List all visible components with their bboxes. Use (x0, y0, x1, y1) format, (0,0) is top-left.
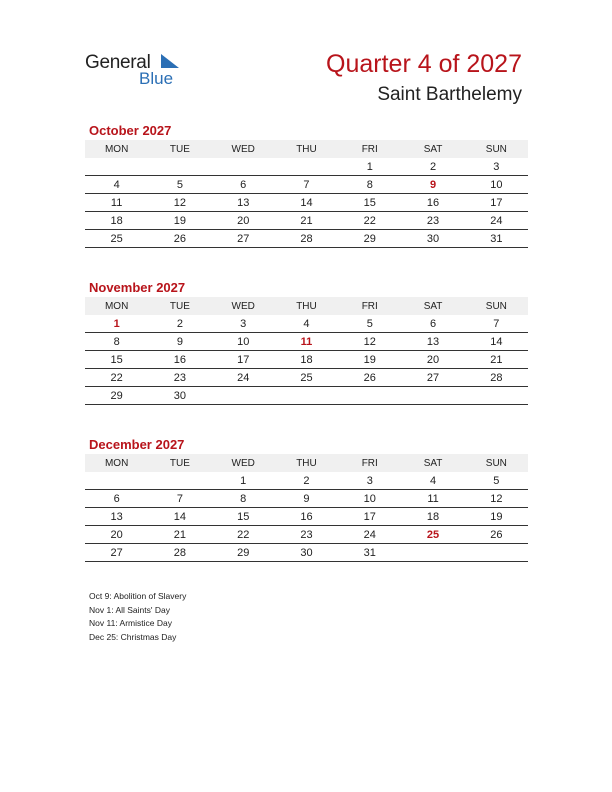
empty-day-cell (401, 544, 464, 562)
day-cell: 14 (275, 194, 338, 212)
week-row (85, 315, 528, 333)
day-cell: 2 (148, 315, 211, 333)
day-cell: 6 (212, 176, 275, 194)
day-cell: 21 (148, 526, 211, 544)
day-cell: 23 (148, 369, 211, 387)
weekday-header: FRI (338, 140, 401, 158)
day-cell: 29 (212, 544, 275, 562)
day-cell: 9 (148, 333, 211, 351)
weekday-header: THU (275, 297, 338, 315)
day-cell: 15 (85, 351, 148, 369)
page-title: Quarter 4 of 2027 (326, 50, 522, 78)
day-cell: 27 (85, 544, 148, 562)
holiday-note: Oct 9: Abolition of Slavery (89, 591, 187, 601)
day-cell: 16 (148, 351, 211, 369)
day-cell: 11 (401, 490, 464, 508)
day-cell: 13 (212, 194, 275, 212)
day-cell: 4 (275, 315, 338, 333)
empty-day-cell (148, 472, 211, 490)
weekday-header: THU (275, 454, 338, 472)
day-cell: 17 (465, 194, 528, 212)
day-cell: 23 (275, 526, 338, 544)
day-cell: 9 (275, 490, 338, 508)
day-cell: 18 (85, 212, 148, 230)
logo-text-general: General (85, 52, 151, 73)
day-cell: 17 (212, 351, 275, 369)
day-cell: 2 (401, 158, 464, 176)
empty-day-cell (212, 158, 275, 176)
day-cell: 16 (275, 508, 338, 526)
weekday-header: TUE (148, 297, 211, 315)
weekday-header: WED (212, 140, 275, 158)
day-cell: 26 (465, 526, 528, 544)
day-cell: 18 (401, 508, 464, 526)
day-cell: 3 (338, 472, 401, 490)
month-title: October 2027 (89, 123, 172, 138)
empty-day-cell (401, 387, 464, 405)
weekday-header: SUN (465, 140, 528, 158)
day-cell: 26 (148, 230, 211, 248)
weekday-header-row (85, 140, 528, 158)
page-subtitle: Saint Barthelemy (377, 84, 522, 105)
empty-day-cell (148, 158, 211, 176)
day-cell: 30 (275, 544, 338, 562)
day-cell: 22 (338, 212, 401, 230)
day-cell: 8 (212, 490, 275, 508)
day-cell: 6 (401, 315, 464, 333)
empty-day-cell (275, 387, 338, 405)
week-row (85, 490, 528, 508)
holiday-note: Dec 25: Christmas Day (89, 631, 177, 642)
day-cell: 30 (148, 387, 211, 405)
week-row (85, 387, 528, 405)
month-table (85, 140, 528, 248)
weekday-header: MON (85, 297, 148, 315)
weekday-header: SAT (401, 140, 464, 158)
day-cell: 2 (275, 472, 338, 490)
day-cell: 20 (85, 526, 148, 544)
month-title: December 2027 (89, 437, 185, 452)
day-cell: 4 (85, 176, 148, 194)
weekday-header: SUN (465, 454, 528, 472)
day-cell: 12 (338, 333, 401, 351)
day-cell: 15 (338, 194, 401, 212)
week-row (85, 472, 528, 490)
month-october (85, 122, 528, 248)
month-table (85, 454, 528, 562)
day-cell: 26 (338, 369, 401, 387)
day-cell: 17 (338, 508, 401, 526)
day-cell: 12 (148, 194, 211, 212)
day-cell: 29 (85, 387, 148, 405)
month-november (85, 279, 528, 405)
day-cell: 28 (275, 230, 338, 248)
day-cell: 7 (275, 176, 338, 194)
day-cell: 21 (465, 351, 528, 369)
day-cell: 18 (275, 351, 338, 369)
weekday-header: WED (212, 454, 275, 472)
weekday-header: TUE (148, 140, 211, 158)
logo-triangle-icon (161, 54, 179, 68)
day-cell: 30 (401, 230, 464, 248)
week-row (85, 508, 528, 526)
week-row (85, 212, 528, 230)
weekday-header: SUN (465, 297, 528, 315)
day-cell: 13 (401, 333, 464, 351)
day-cell: 3 (212, 315, 275, 333)
day-cell: 1 (338, 158, 401, 176)
day-cell: 27 (401, 369, 464, 387)
day-cell: 22 (85, 369, 148, 387)
day-cell: 10 (465, 176, 528, 194)
weekday-header: SAT (401, 297, 464, 315)
brand-logo (85, 50, 195, 90)
month-title: November 2027 (89, 280, 186, 295)
day-cell: 19 (465, 508, 528, 526)
logo-text-blue: Blue (139, 69, 174, 88)
weekday-header: WED (212, 297, 275, 315)
day-cell: 24 (338, 526, 401, 544)
month-table (85, 297, 528, 405)
day-cell: 8 (85, 333, 148, 351)
day-cell: 12 (465, 490, 528, 508)
empty-day-cell (275, 158, 338, 176)
weekday-header: SAT (401, 454, 464, 472)
empty-day-cell (212, 387, 275, 405)
day-cell: 6 (85, 490, 148, 508)
day-cell: 10 (212, 333, 275, 351)
day-cell: 19 (148, 212, 211, 230)
week-row (85, 230, 528, 248)
day-cell: 20 (212, 212, 275, 230)
day-cell: 24 (465, 212, 528, 230)
weekday-header: MON (85, 140, 148, 158)
day-cell: 4 (401, 472, 464, 490)
day-cell: 16 (401, 194, 464, 212)
day-cell: 28 (465, 369, 528, 387)
weekday-header-row (85, 454, 528, 472)
day-cell: 9 (401, 176, 464, 194)
week-row (85, 526, 528, 544)
day-cell: 23 (401, 212, 464, 230)
day-cell: 31 (338, 544, 401, 562)
day-cell: 1 (212, 472, 275, 490)
day-cell: 8 (338, 176, 401, 194)
day-cell: 25 (85, 230, 148, 248)
day-cell: 22 (212, 526, 275, 544)
week-row (85, 194, 528, 212)
holiday-note: Nov 1: All Saints' Day (89, 604, 170, 615)
day-cell: 21 (275, 212, 338, 230)
weekday-header-row (85, 297, 528, 315)
week-row (85, 158, 528, 176)
day-cell: 1 (85, 315, 148, 333)
week-row (85, 544, 528, 562)
day-cell: 14 (148, 508, 211, 526)
day-cell: 5 (465, 472, 528, 490)
day-cell: 25 (275, 369, 338, 387)
weekday-header: TUE (148, 454, 211, 472)
day-cell: 20 (401, 351, 464, 369)
weekday-header: FRI (338, 454, 401, 472)
weekday-header: THU (275, 140, 338, 158)
holiday-notes (89, 590, 186, 644)
day-cell: 11 (85, 194, 148, 212)
day-cell: 7 (148, 490, 211, 508)
day-cell: 28 (148, 544, 211, 562)
empty-day-cell (85, 472, 148, 490)
week-row (85, 333, 528, 351)
empty-day-cell (338, 387, 401, 405)
day-cell: 15 (212, 508, 275, 526)
day-cell: 31 (465, 230, 528, 248)
day-cell: 25 (401, 526, 464, 544)
empty-day-cell (465, 387, 528, 405)
week-row (85, 176, 528, 194)
holiday-note: Nov 11: Armistice Day (89, 618, 172, 628)
day-cell: 5 (148, 176, 211, 194)
day-cell: 5 (338, 315, 401, 333)
day-cell: 29 (338, 230, 401, 248)
month-december (85, 436, 528, 562)
day-cell: 24 (212, 369, 275, 387)
day-cell: 10 (338, 490, 401, 508)
day-cell: 14 (465, 333, 528, 351)
day-cell: 7 (465, 315, 528, 333)
empty-day-cell (85, 158, 148, 176)
day-cell: 11 (275, 333, 338, 351)
weekday-header: MON (85, 454, 148, 472)
day-cell: 27 (212, 230, 275, 248)
empty-day-cell (465, 544, 528, 562)
day-cell: 3 (465, 158, 528, 176)
weekday-header: FRI (338, 297, 401, 315)
week-row (85, 351, 528, 369)
week-row (85, 369, 528, 387)
day-cell: 19 (338, 351, 401, 369)
day-cell: 13 (85, 508, 148, 526)
